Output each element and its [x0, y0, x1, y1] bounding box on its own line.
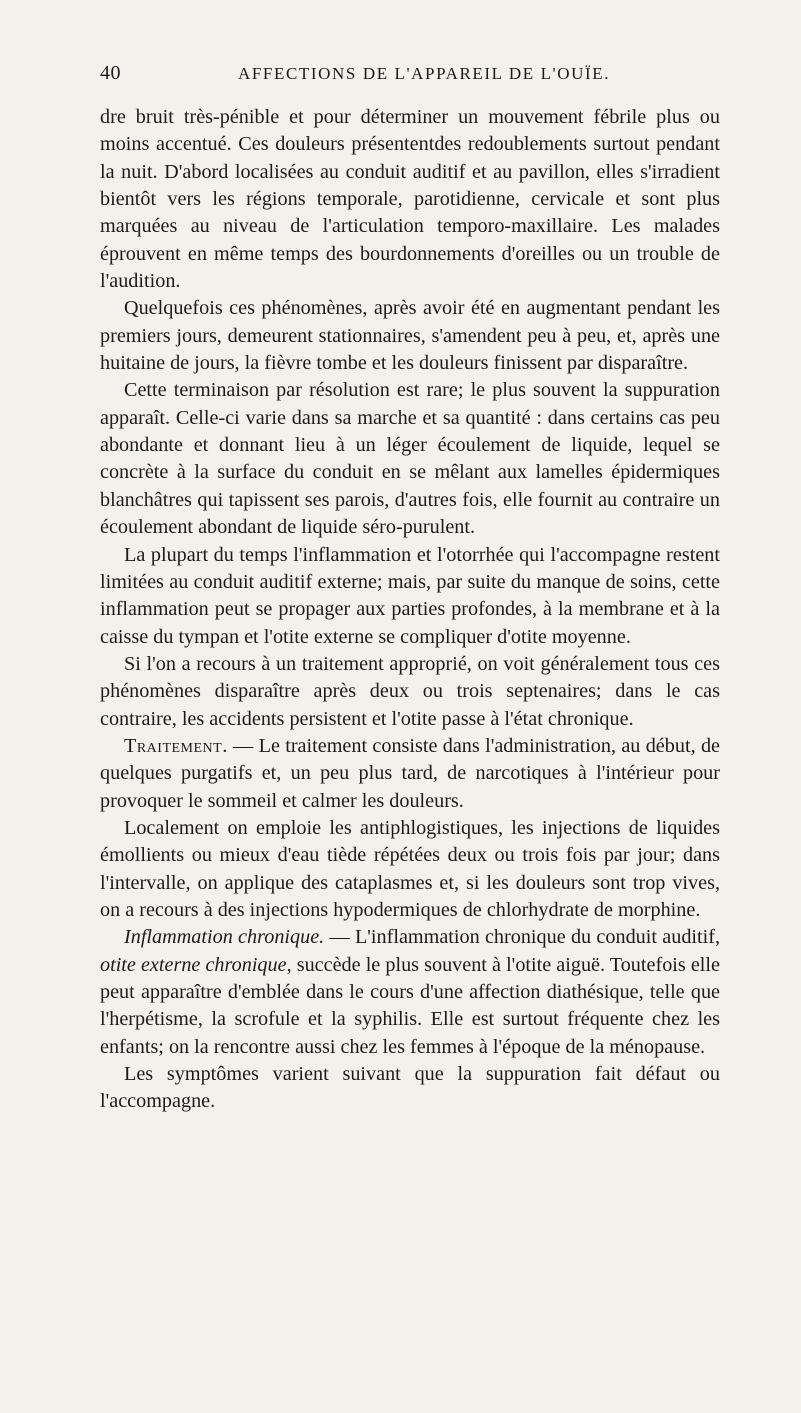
- paragraph: Les symptômes varient suivant que la suppuration fait défaut ou l'accompagne.: [100, 1063, 720, 1113]
- paragraph: Localement on emploie les antiphlogistiques, les injections de liquides émollients ou mieux d'eau tiède répétées deux ou trois fois par jour; dans l'intervalle, on applique des cataplasmes et, si les douleurs sont trop vives, on a recours à des injections hypodermiques de chlorhydrate de morphine.: [100, 816, 720, 921]
- paragraph: La plupart du temps l'inflammation et l'otorrhée qui l'accompagne restent limitées au conduit auditif externe; mais, par suite du manque de soins, cette inflammation peut se propager aux parties profondes, à la membrane et à la caisse du tympan et l'otite externe se compliquer d'otite moyenne.: [100, 543, 720, 648]
- section-heading-treatment: Traitement.: [124, 734, 228, 757]
- paragraph-text: — L'inflammation chronique du conduit auditif,: [324, 926, 721, 949]
- paragraph: Si l'on a recours à un traitement approprié, on voit généralement tous ces phénomènes disparaître après deux ou trois septenaires; dans le cas contraire, les accidents persistent et l'otite passe à l'état chronique.: [100, 652, 720, 730]
- paragraph-text: — Le traitement consiste dans l'administration, au début, de quelques purgatifs et, un peu plus tard, de narcotiques à l'intérieur pour provoquer le sommeil et calmer les douleurs.: [100, 734, 720, 812]
- page-number: 40: [100, 62, 121, 84]
- running-head: AFFECTIONS DE L'APPAREIL DE L'OUÏE.: [238, 64, 611, 83]
- paragraph: [100, 733, 720, 815]
- section-heading-chronic: Inflammation chronique.: [124, 926, 325, 949]
- paragraph: dre bruit très-pénible et pour déterminer un mouvement fébrile plus ou moins accentué. Ces douleurs présententdes redoublements surtout pendant la nuit. D'abord localisées au conduit auditif et au pavillon, elles s'irradient bientôt vers les régions temporale, parotidienne, cervicale et sont plus marquées au niveau de l'articulation temporo-maxillaire. Les malades éprouvent en même temps des bourdonnements d'oreilles ou un trouble de l'audition.: [100, 106, 720, 293]
- body-text: [100, 104, 720, 1116]
- italic-term: otite externe chronique: [100, 953, 287, 976]
- paragraph: [100, 924, 720, 1061]
- paragraph-text: , succède le plus souvent à l'otite aiguë. Toutefois elle peut apparaître d'emblée dans le cours d'une affection diathésique, telle que l'herpétisme, la scrofule et la syphilis. Elle est surtout fréquente chez les enfants; on la rencontre aussi chez les femmes à l'époque de la ménopause.: [100, 953, 720, 1058]
- paragraph: Cette terminaison par résolution est rare; le plus souvent la suppuration apparaît. Celle-ci varie dans sa marche et sa quantité : dans certains cas peu abondante et donnant lieu à un léger écoulement de liquide, lequel se concrète à la surface du conduit en se mêlant aux lamelles épidermiques blanchâtres qui tapissent ses parois, d'autres fois, elle fournit au contraire un écoulement abondant de liquide séro-purulent.: [100, 379, 720, 539]
- paragraph: Quelquefois ces phénomènes, après avoir été en augmentant pendant les premiers jours, demeurent stationnaires, s'amendent peu à peu, et, après une huitaine de jours, la fièvre tombe et les douleurs finissent par disparaître.: [100, 297, 720, 375]
- page-header: [100, 62, 740, 92]
